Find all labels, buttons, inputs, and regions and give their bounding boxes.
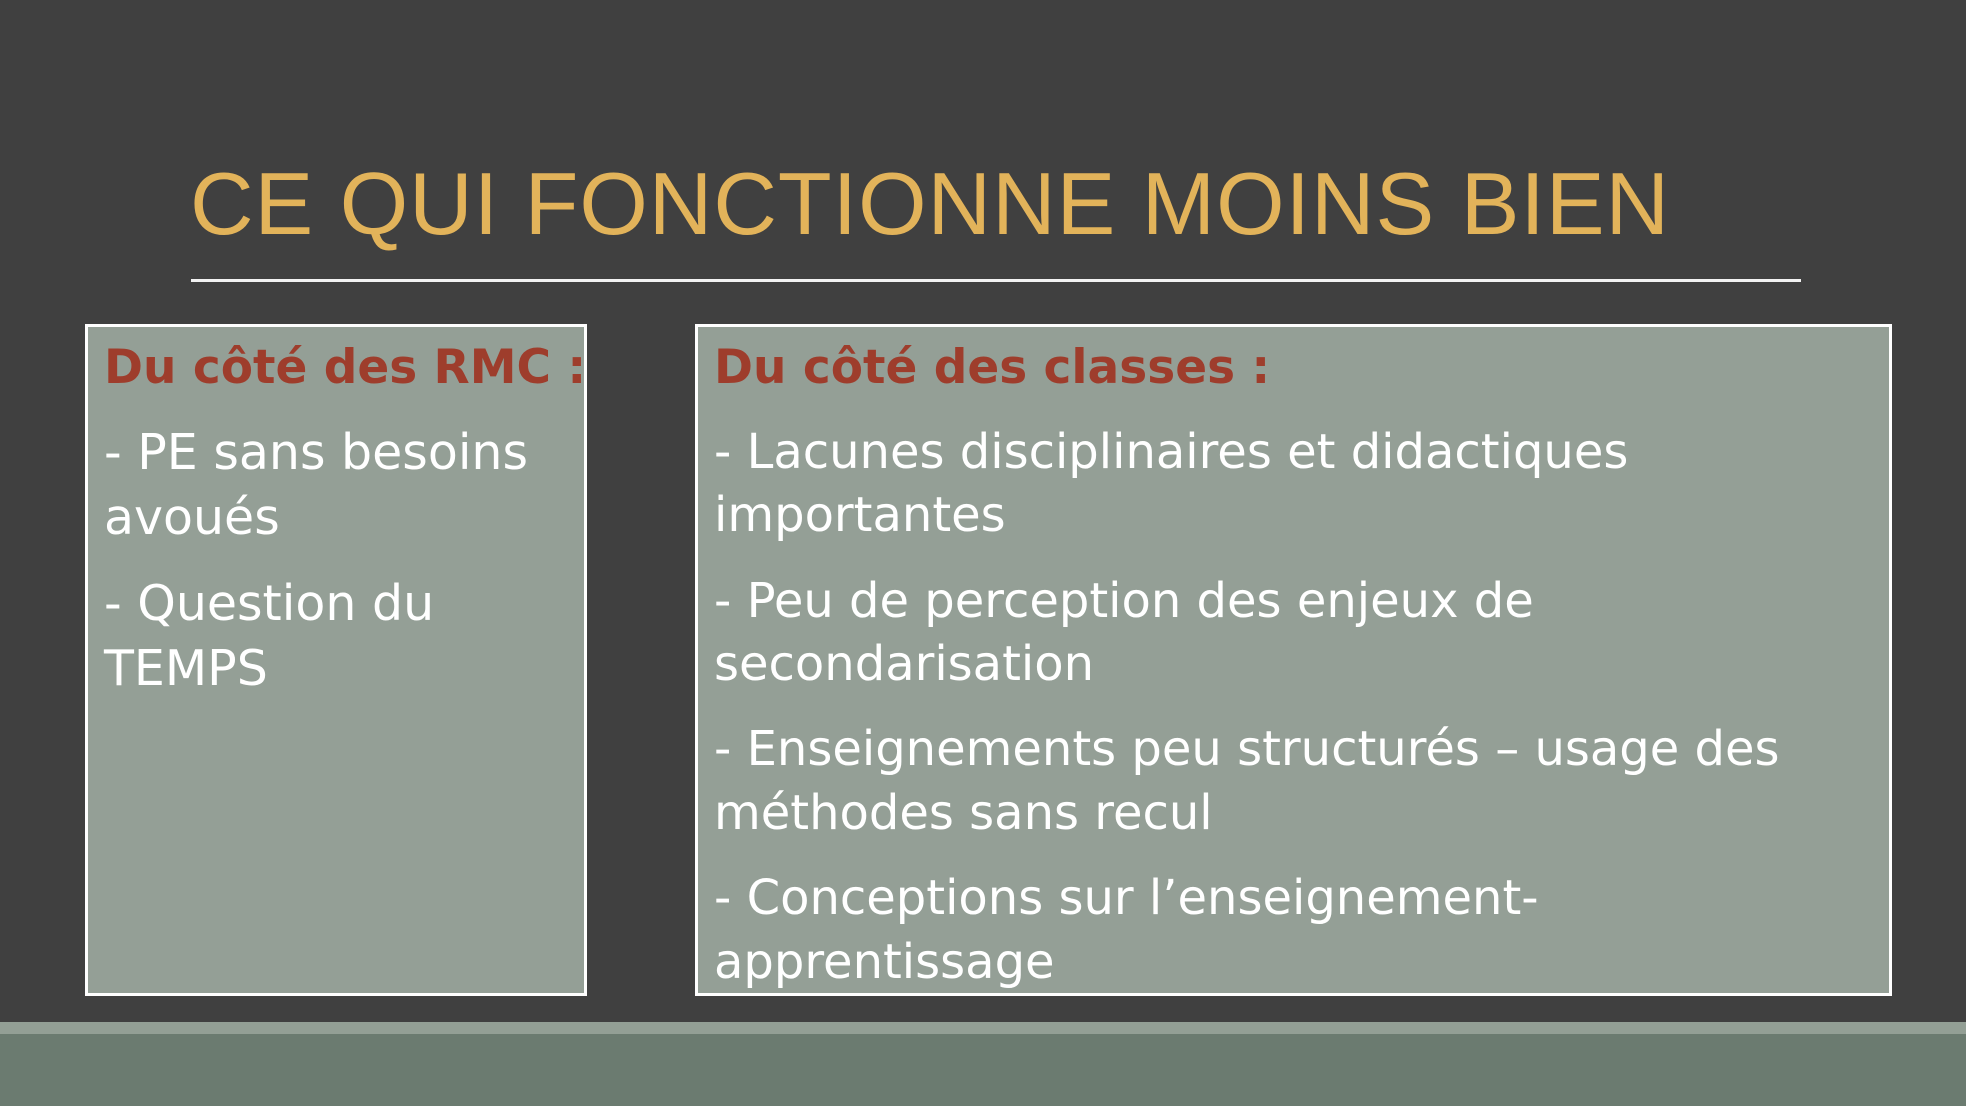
classes-heading: Du côté des classes : [714, 340, 1271, 395]
rmc-box [85, 324, 587, 996]
classes-box [695, 324, 1892, 996]
classes-item: - Enseignements peu structurés – usage des méthodes sans recul [714, 721, 1780, 841]
rmc-heading: Du côté des RMC : [104, 340, 587, 395]
rmc-item: - PE sans besoins avoués [104, 424, 529, 546]
classes-item: - Lacunes disciplinaires et didactiques importantes [714, 424, 1629, 544]
title-underline [191, 279, 1801, 282]
rmc-item: - Question du TEMPS [104, 575, 435, 698]
slide-title: CE QUI FONCTIONNE MOINS BIEN [190, 154, 1671, 253]
footer-accent-line [0, 1022, 1966, 1034]
classes-item: - Conceptions sur l’enseignement-apprentissage [714, 870, 1539, 990]
footer-band [0, 1034, 1966, 1106]
classes-item: - Peu de perception des enjeux de secondarisation [714, 572, 1534, 693]
